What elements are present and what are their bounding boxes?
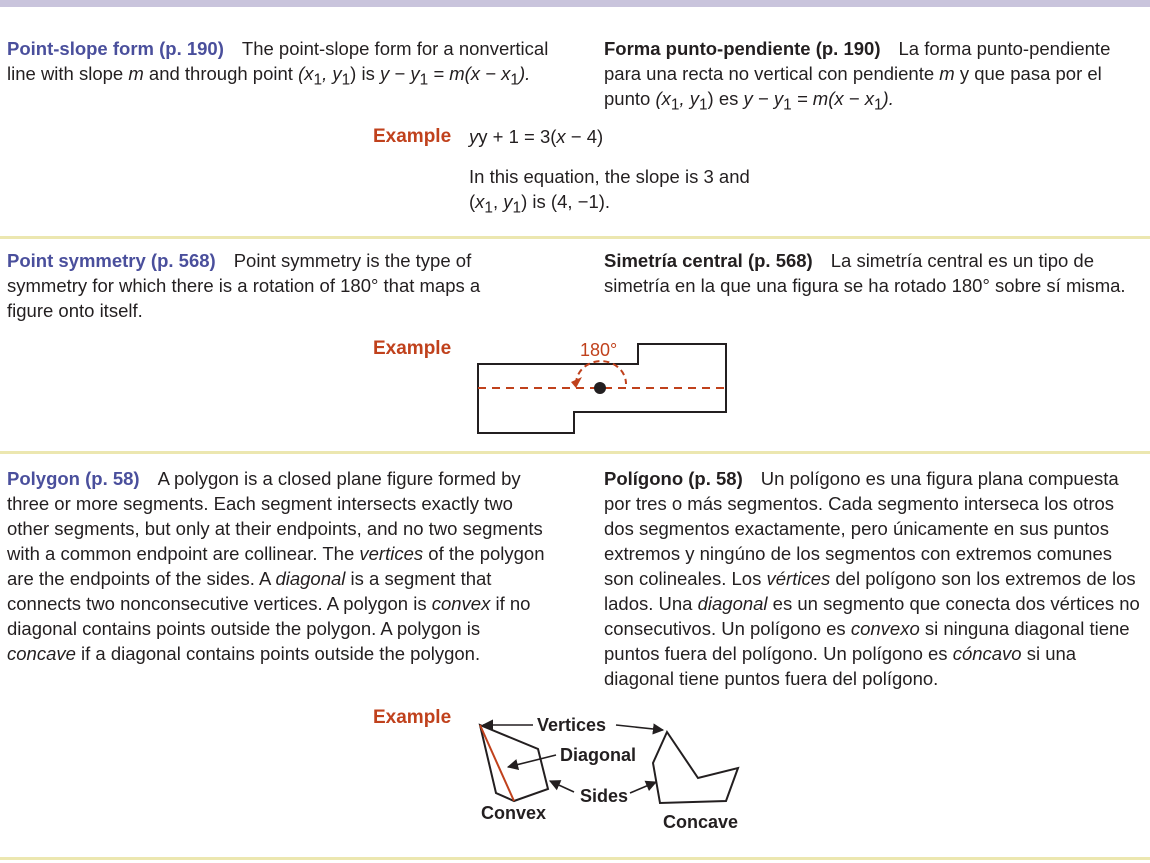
sides-arrow-left [550, 781, 574, 792]
center-point [594, 382, 606, 394]
definition-text: Point symmetry is the type of symmetry for which there is a rotation of 180° that maps a figure onto itself. [7, 250, 481, 321]
term-simetria-central: Simetría central (p. 568) [604, 250, 813, 271]
polygon-english [7, 466, 552, 666]
definition-text: The point-slope form for a nonvertical line with slope m and through point ($x_1$, $y_1$) is $y - y_1 = m(x - x_1)$. [7, 38, 549, 89]
section-divider [0, 236, 1150, 239]
sides-label: Sides [580, 786, 629, 806]
example-label: Example [373, 338, 452, 359]
term-point-slope-form: Point-slope form (p. 190) [7, 38, 224, 59]
concave-polygon [653, 732, 738, 803]
sides-arrow-right [630, 782, 656, 793]
definition-text: La simetría central es un tipo de simetría en la que una figura se ha rotado 180° sobre sí misma. [604, 250, 1126, 296]
point-slope-spanish [604, 36, 1144, 118]
convex-polygon [480, 725, 548, 801]
example-equation: yy + 1 = 3(x − 4) [469, 126, 604, 147]
concave-label: Concave [663, 812, 739, 832]
point-symmetry-spanish [604, 248, 1144, 298]
polygon-spanish [604, 466, 1144, 691]
example-label: Example [373, 707, 452, 728]
vertices-label: Vertices [537, 715, 607, 735]
point-symmetry-diagram [470, 330, 740, 440]
term-point-symmetry: Point symmetry (p. 568) [7, 250, 216, 271]
vertices-arrow-right [616, 725, 663, 730]
example-explanation: In this equation, the slope is 3 and ($x_1$, $y_1$) is (4, −1). [469, 166, 750, 217]
definition-text: Un polígono es una figura plana compuesta por tres o más segmentos. Cada segmento interseca los otros dos segmentos exactamente, pero únicamente en sus puntos extremos y ningúno de los segmentos con extremos comunes son colineales. Los vértices del polígono son los extremos de los lados. Una diagonal es un segmento que conecta dos vértices no consecutivos. Un polígono es convexo si ninguna diagonal tiene puntos fuera del polígono. Un polígono es cóncavo si una diagonal tiene puntos fuera del polígono. [604, 468, 1140, 689]
definition-text: La forma punto-pendiente para una recta no vertical con pendiente m y que pasa por el punto ($x_1$, $y_1$) es $y - y_1 = m(x - x_1)$. [604, 38, 1111, 114]
convex-label: Convex [481, 803, 547, 823]
definition-text: A polygon is a closed plane figure formed by three or more segments. Each segment intersects exactly two other segments, but only at their endpoints, and no two segments with a common endpoint are collinear. The vertices of the polygon are the endpoints of the sides. A diagonal is a segment that connects two nonconsecutive vertices. A polygon is convex if no diagonal contains points outside the polygon. A polygon is concave if a diagonal contains points outside the polygon. [7, 468, 545, 664]
example-label: Example [373, 126, 452, 147]
polygon-diagram [470, 705, 770, 845]
angle-label: 180° [580, 340, 618, 360]
diagonal-label: Diagonal [560, 745, 637, 765]
point-slope-english [7, 36, 552, 93]
term-polygon: Polygon (p. 58) [7, 468, 140, 489]
term-poligono: Polígono (p. 58) [604, 468, 743, 489]
top-color-bar [0, 0, 1150, 7]
section-divider [0, 451, 1150, 454]
section-divider [0, 857, 1150, 860]
diagonal-arrow [508, 755, 556, 767]
point-symmetry-english [7, 248, 517, 323]
term-forma-punto-pendiente: Forma punto-pendiente (p. 190) [604, 38, 881, 59]
